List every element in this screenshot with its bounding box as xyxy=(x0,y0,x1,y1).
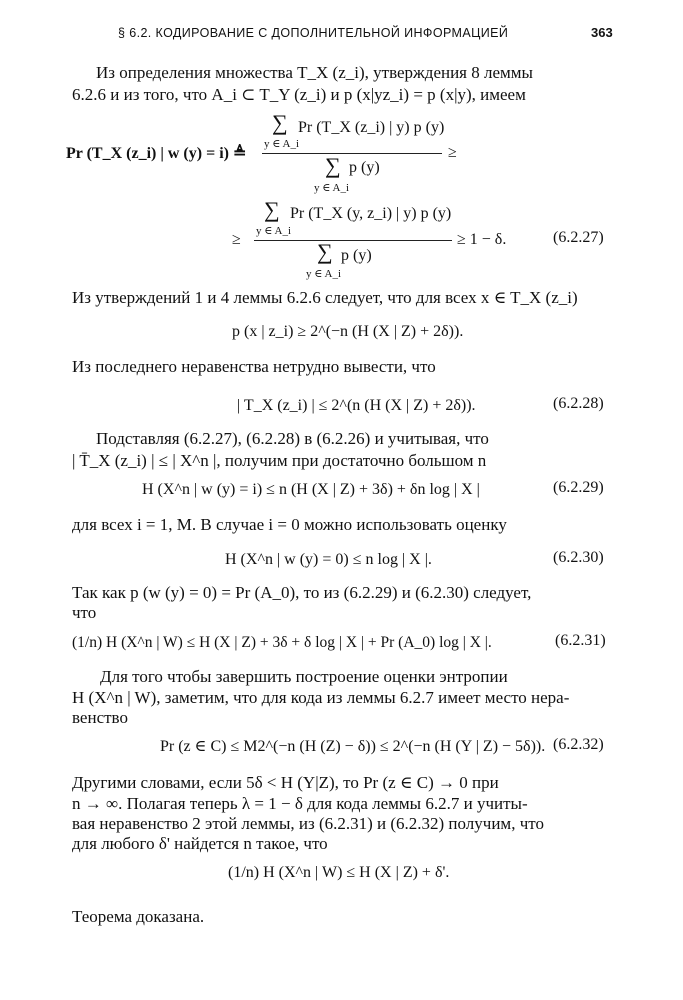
equation-number: (6.2.28) xyxy=(553,395,604,412)
paragraph-line: для всех i = 1, M. В случае i = 0 можно использовать оценку xyxy=(72,515,507,534)
equation-number: (6.2.32) xyxy=(553,736,604,753)
sum-subscript: y ∈ A_i xyxy=(306,268,342,280)
sum-symbol: ∑ xyxy=(325,153,341,178)
equation-number: (6.2.31) xyxy=(555,632,606,649)
equation-lhs: Pr (T_X (z_i) | w (y) = i) ≜ xyxy=(66,145,247,162)
paragraph-line: Теорема доказана. xyxy=(72,907,205,926)
paragraph-line: вая неравенство 2 этой леммы, из (6.2.31) и (6.2.32) получим, что xyxy=(72,814,544,833)
sum-subscript: y ∈ A_i xyxy=(264,138,300,150)
equation: Pr (z ∈ C) ≤ M2^(−n (H (Z) − δ)) ≤ 2^(−n (H (Y | Z) − 5δ)). xyxy=(160,738,546,755)
paragraph-line: для любого δ' найдется n такое, что xyxy=(72,834,328,853)
equation-number: (6.2.30) xyxy=(553,549,604,566)
equation: | T_X (z_i) | ≤ 2^(n (H (X | Z) + 2δ)). xyxy=(237,397,476,414)
fraction-bar xyxy=(262,153,442,154)
running-header: § 6.2. КОДИРОВАНИЕ С ДОПОЛНИТЕЛЬНОЙ ИНФОРМАЦИЕЙ xyxy=(118,26,509,40)
paragraph-line: Подставляя (6.2.27), (6.2.28) в (6.2.26) и учитывая, что xyxy=(96,429,489,448)
equation-number: (6.2.29) xyxy=(553,479,604,496)
equation: p (x | z_i) ≥ 2^(−n (H (X | Z) + 2δ)). xyxy=(232,323,464,340)
sum-symbol: ∑ xyxy=(264,197,280,222)
paragraph-line: Для того чтобы завершить построение оценки энтропии xyxy=(100,667,508,686)
relation-sign: ≥ xyxy=(448,144,457,161)
paragraph-line: Из определения множества T_X (z_i), утверждения 8 леммы xyxy=(96,63,533,82)
equation: H (X^n | w (y) = 0) ≤ n log | X |. xyxy=(225,551,432,568)
paragraph-line: | T̄_X (z_i) | ≤ | X^n |, получим при достаточно большом n xyxy=(72,451,487,470)
paragraph-line: Из последнего неравенства нетрудно вывести, что xyxy=(72,357,436,376)
paragraph-line: венство xyxy=(72,708,128,727)
fraction-bar xyxy=(254,240,452,241)
paragraph-line: Так как p (w (y) = 0) = Pr (A_0), то из (6.2.29) и (6.2.30) следует, xyxy=(72,583,532,602)
paragraph-line: что xyxy=(72,603,97,622)
equation: (1/n) H (X^n | W) ≤ H (X | Z) + 3δ + δ log | X | + Pr (A_0) log | X |. xyxy=(72,634,492,651)
sum-subscript: y ∈ A_i xyxy=(314,182,350,194)
fraction-denominator: p (y) xyxy=(341,247,372,264)
paragraph-line: n → ∞. Полагая теперь λ = 1 − δ для кода леммы 6.2.7 и учиты- xyxy=(72,794,528,813)
paragraph-line: Другими словами, если 5δ < H (Y|Z), то Pr (z ∈ C) → 0 при xyxy=(72,773,499,792)
fraction-numerator: Pr (T_X (z_i) | y) p (y) xyxy=(298,119,445,136)
sum-symbol: ∑ xyxy=(317,239,333,264)
equation-number: (6.2.27) xyxy=(553,229,604,246)
equation: (1/n) H (X^n | W) ≤ H (X | Z) + δ'. xyxy=(228,864,450,881)
paragraph-line: Из утверждений 1 и 4 леммы 6.2.6 следует, что для всех x ∈ T_X (z_i) xyxy=(72,288,578,307)
equation: H (X^n | w (y) = i) ≤ n (H (X | Z) + 3δ) + δn log | X | xyxy=(142,481,480,498)
equation-rhs: ≥ 1 − δ. xyxy=(457,231,507,248)
page-number: 363 xyxy=(591,25,613,40)
sum-symbol: ∑ xyxy=(272,110,288,135)
paragraph-line: 6.2.6 и из того, что A_i ⊂ T_Y (z_i) и p (x|yz_i) = p (x|y), имеем xyxy=(72,85,526,104)
fraction-denominator: p (y) xyxy=(349,159,380,176)
sum-subscript: y ∈ A_i xyxy=(256,225,292,237)
relation-sign: ≥ xyxy=(232,231,241,248)
fraction-numerator: Pr (T_X (y, z_i) | y) p (y) xyxy=(290,205,452,222)
paragraph-line: H (X^n | W), заметим, что для кода из леммы 6.2.7 имеет место нера- xyxy=(72,688,570,707)
